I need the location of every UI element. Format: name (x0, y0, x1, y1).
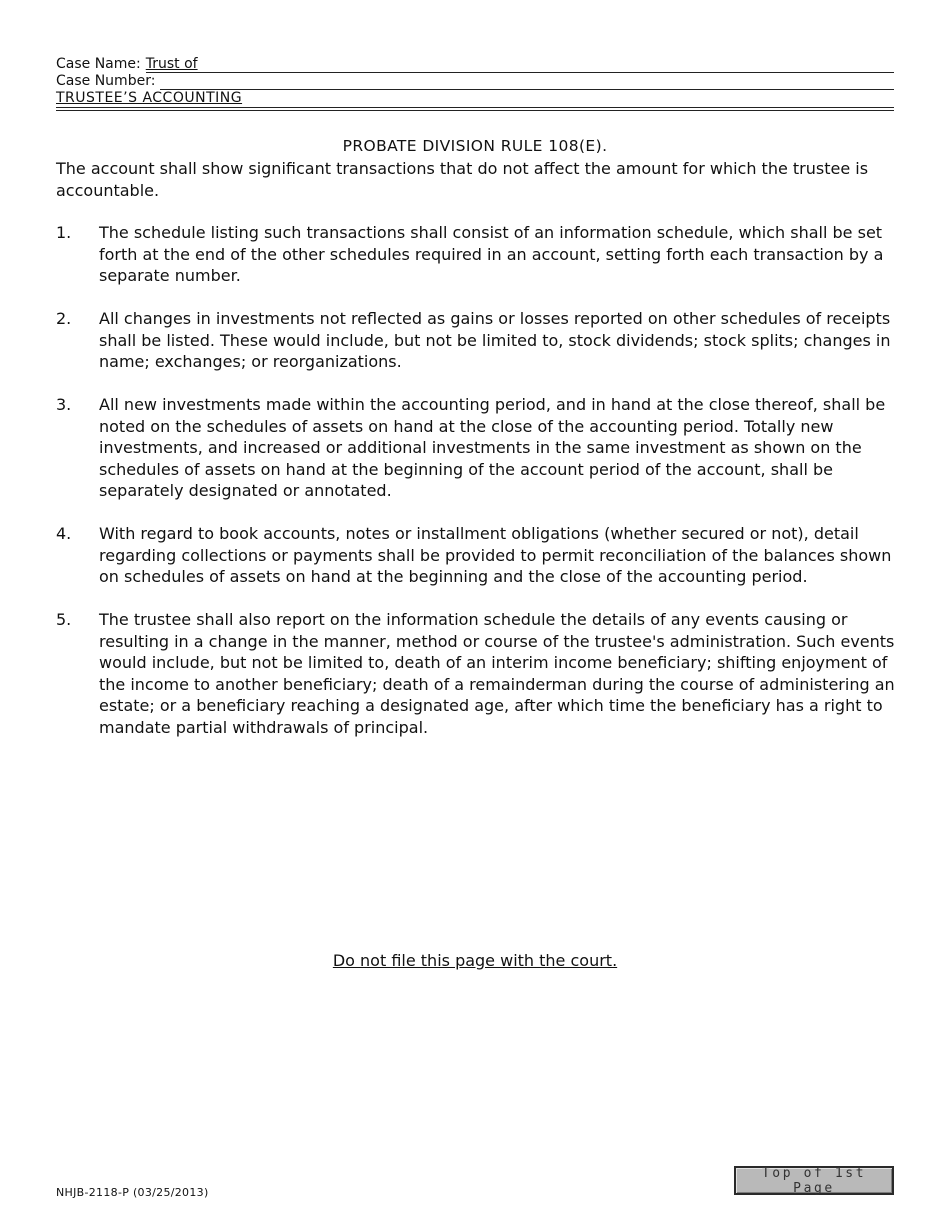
case-name-field[interactable]: Trust of (146, 56, 894, 73)
rule-item (56, 394, 896, 502)
rule-heading: PROBATE DIVISION RULE 108(E). (342, 137, 608, 155)
case-number-row (56, 73, 894, 90)
header-divider (56, 110, 894, 111)
rule-text: All changes in investments not reflected as gains or losses reported on other schedules of receipts shall be listed. These would include, but not be limited to, stock dividends; stock splits; changes in name; exchanges; or reorganizations. (99, 309, 891, 371)
rule-item (56, 308, 896, 373)
rule-text: The schedule listing such transactions shall consist of an information schedule, which shall be set forth at the end of the other schedules required in an account, setting forth each transaction by a separate number. (99, 223, 884, 285)
case-name-label: Case Name: (56, 56, 141, 72)
filing-notice (0, 951, 950, 970)
rule-text: With regard to book accounts, notes or installment obligations (whether secured or not), detail regarding collections or payments shall be provided to permit reconciliation of the balances shown on schedules of assets on hand at the beginning and the close of the accounting period. (99, 524, 892, 586)
case-header (56, 56, 894, 111)
rule-text: All new investments made within the accounting period, and in hand at the close thereof, shall be noted on the schedules of assets on hand at the close of the accounting period. Totally new investments, and increased or additional investments in the same investment as shown on the schedules of assets on hand at the beginning of the account period of the account, shall be separately designated or annotated. (99, 395, 886, 500)
rule-number: 5. (56, 610, 72, 629)
intro-paragraph: The account shall show significant transactions that do not affect the amount for which the trustee is accountable. (56, 159, 869, 200)
document-title: TRUSTEE’S ACCOUNTING (56, 90, 894, 108)
top-of-first-page-button[interactable]: Top of 1st Page (734, 1166, 894, 1195)
case-number-field[interactable] (160, 73, 894, 90)
rule-item (56, 222, 896, 287)
form-code: NHJB-2118-P (03/25/2013) (56, 1186, 209, 1199)
case-name-row (56, 56, 894, 73)
case-number-label: Case Number: (56, 73, 156, 89)
filing-notice-text: Do not file this page with the court. (332, 951, 618, 970)
rule-number: 3. (56, 395, 72, 414)
rule-number: 1. (56, 223, 72, 242)
rule-number: 4. (56, 524, 72, 543)
rule-item (56, 523, 896, 588)
rule-text: The trustee shall also report on the information schedule the details of any events causing or resulting in a change in the manner, method or course of the trustee's administration. Such events would include, but not be limited to, death of an interim income beneficiary; shifting enjoyment of the income to another beneficiary; death of a remainderman during the course of administering an estate; or a beneficiary reaching a designated age, after which time the beneficiary has a right to mandate partial withdrawals of principal. (99, 610, 895, 737)
rule-item (56, 609, 896, 738)
rule-number: 2. (56, 309, 72, 328)
rules-list (56, 222, 896, 760)
